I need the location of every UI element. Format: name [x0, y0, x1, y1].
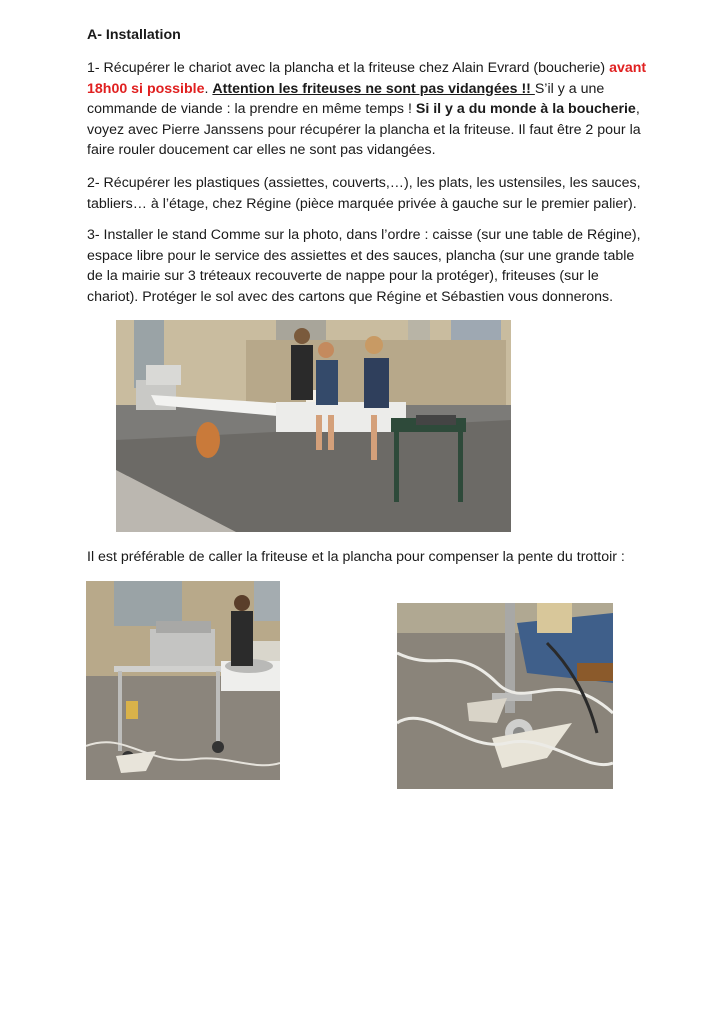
- step-1-text-g: , voyez avec Pierre Janssens pour récupérer la plancha et la friteuse. Il faut être 2 pour la faire rouler doucement car elles ne sont pas vidangées.: [87, 101, 641, 158]
- step-1-text-c: .: [204, 80, 213, 97]
- section-heading: A- Installation: [87, 27, 181, 43]
- leveling-note: Il est préférable de caller la friteuse et la plancha pour compenser la pente du trottoir :: [87, 549, 625, 565]
- step-2-paragraph: 2- Récupérer les plastiques (assiettes, couverts,…), les plats, les ustensiles, les sauces, tabliers… à l’étage, chez Régine (pièce marquée privée à gauche sur le premier palier).: [87, 175, 641, 212]
- step-1-warning: Attention les friteuses ne sont pas vidangées !!: [212, 80, 535, 97]
- fryer-cart-photo: [86, 581, 280, 780]
- step-1-paragraph: [87, 58, 647, 161]
- step-1-crowd-note: Si il y a du monde à la boucherie: [415, 101, 636, 117]
- stand-setup-photo: [116, 320, 511, 532]
- step-1-deadline: avant 18h00 si possible: [87, 60, 647, 97]
- step-1-text-a: 1- Récupérer le chariot avec la plancha et la friteuse chez Alain Evrard (boucherie): [87, 60, 610, 76]
- wheel-wedge-photo: [397, 603, 613, 789]
- step-3-paragraph: 3- Installer le stand Comme sur la photo, dans l’ordre : caisse (sur une table de Régine), espace libre pour le service des assiettes et des sauces, plancha (sur une grande table de la mairie sur 3 tréteaux recouverte de nappe pour la protéger), friteuses (sur le chariot). Protéger le sol avec des cartons que Régine et Sébastien vous donnerons.: [87, 227, 641, 305]
- step-1-text-e: S’il y a une commande de viande : la prendre en même temps !: [87, 80, 605, 117]
